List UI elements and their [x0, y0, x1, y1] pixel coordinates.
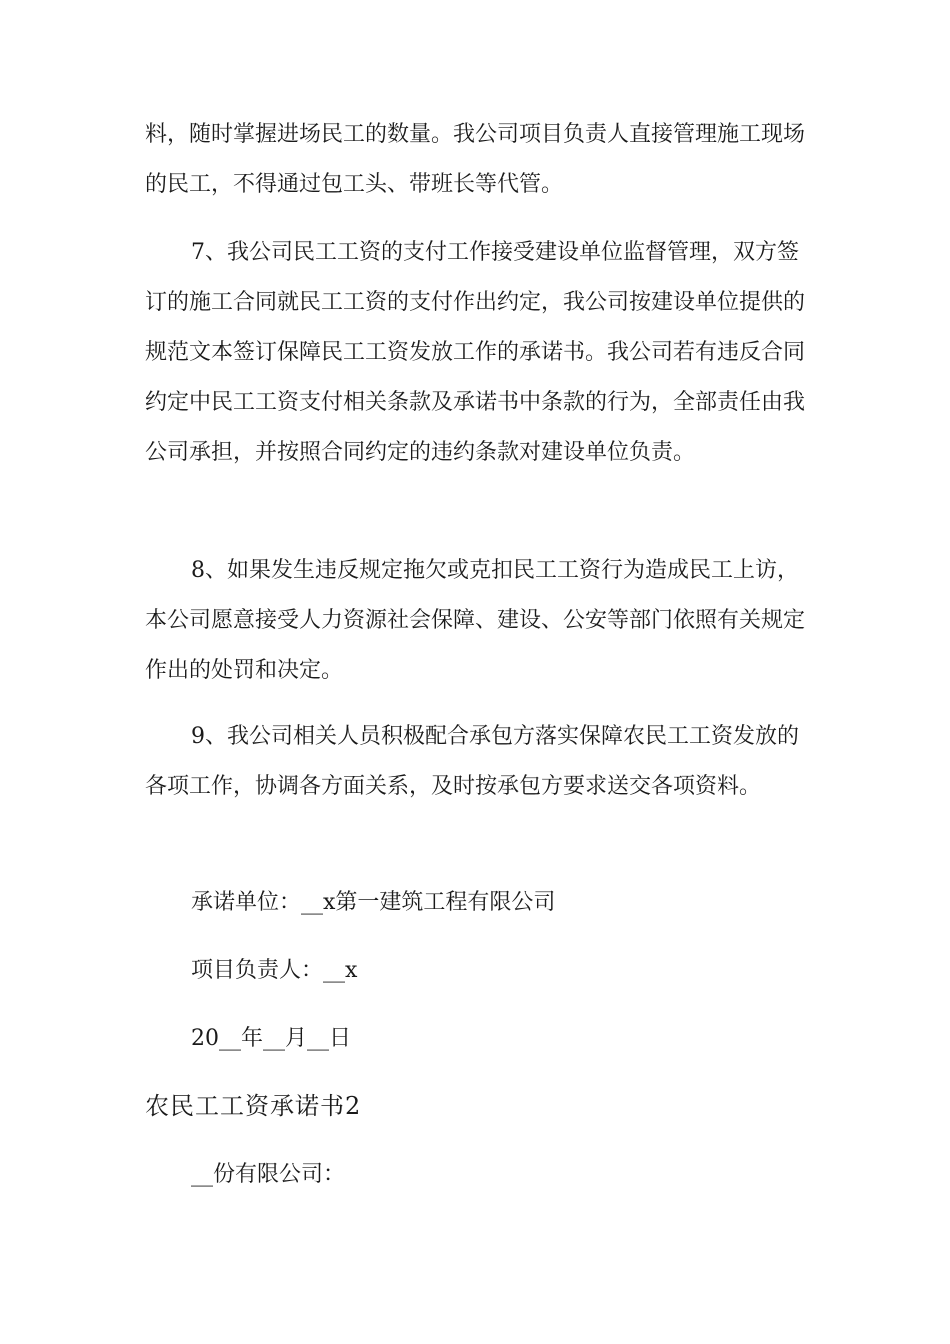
paragraph-item-9: 9、我公司相关人员积极配合承包方落实保障农民工工资发放的各项工作，协调各方面关系，及时按承包方要求送交各项资料。	[145, 724, 799, 799]
paragraph-item-7: 7、我公司民工工资的支付工作接受建设单位监督管理，双方签订的施工合同就民工工资的支付作出约定，我公司按建设单位提供的规范文本签订保障民工工资发放工作的承诺书。我公司若有违反合同约定中民工工资支付相关条款及承诺书中条款的行为，全部责任由我公司承担，并按照合同约定的违约条款对建设单位负责。	[145, 240, 806, 465]
paragraph-continuation: 料，随时掌握进场民工的数量。我公司项目负责人直接管理施工现场的民工，不得通过包工头、带班长等代管。	[145, 122, 806, 197]
signature-person: 项目负责人：__x	[191, 958, 358, 983]
signature-unit: 承诺单位：__x第一建筑工程有限公司	[191, 890, 556, 915]
section-title: 农民工工资承诺书2	[145, 1092, 362, 1120]
addressee-line: __份有限公司：	[191, 1162, 346, 1187]
paragraph-item-8: 8、如果发生违反规定拖欠或克扣民工工资行为造成民工上访，本公司愿意接受人力资源社会保障、建设、公安等部门依照有关规定作出的处罚和决定。	[145, 558, 806, 683]
signature-date: 20__年__月__日	[191, 1026, 351, 1051]
